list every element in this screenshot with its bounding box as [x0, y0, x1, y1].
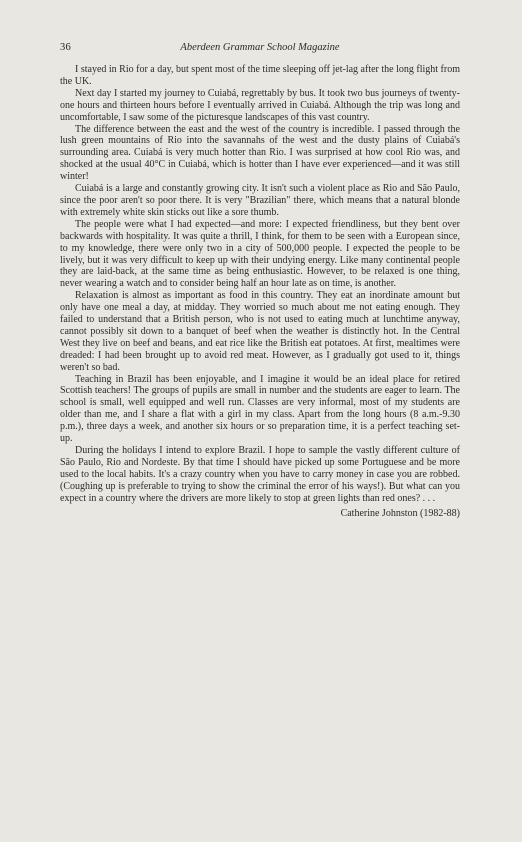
article-body: [60, 64, 460, 505]
page-number: 36: [60, 42, 71, 53]
paragraph: The people were what I had expected—and more: I expected friendliness, but they bent over backwards with hospitality. It was quite a thrill, I think, for them to be seen with a European since, to my knowledge, there were only two in a city of 500,000 people. I expected the people to be lively, but it was very difficult to keep up with their undying energy. Like many continental people they are laid-back, at the same time as being enthusiastic. However, to be relaxed is one thing, never wearing a watch and to consider being half an hour late as on time, is another.: [60, 218, 460, 290]
paragraph: The difference between the east and the west of the country is incredible. I passed through the lush green mountains of Rio into the savannahs of the west and the dusty plains of Cuiabá's surrounding area. Cuiabá is very much hotter than Rio. I was surprised at how cool Rio was, and shocked at the usual 40°C in Cuiabá, which is hotter than I have ever experienced—and it was still winter!: [60, 123, 460, 183]
author-signature: Catherine Johnston (1982-88): [340, 507, 460, 519]
page-header: [60, 42, 460, 58]
paragraph: Next day I started my journey to Cuiabá, regrettably by bus. It took two bus journeys of twenty-one hours and thirteen hours before I eventually arrived in Cuiabá. Although the trip was long and uncomfortable, I saw some of the picturesque landscapes of this vast country.: [60, 87, 460, 123]
paragraph: I stayed in Rio for a day, but spent most of the time sleeping off jet-lag after the long flight from the UK.: [60, 64, 460, 87]
paragraph: Teaching in Brazil has been enjoyable, and I imagine it would be an ideal place for retired Scottish teachers! The groups of pupils are small in number and the students are eager to learn. The school is small, well equipped and well run. Classes are very informal, most of my students are older than me, and I share a flat with a girl in my class. Apart from the long hours (8 a.m.-9.30 p.m.), three days a week, and another six hours or so preparation time, it is a perfect teaching set-up.: [60, 373, 460, 445]
paragraph: Cuiabá is a large and constantly growing city. It isn't such a violent place as Rio and São Paulo, since the poor aren't so poor there. It is very "Brazilian" there, which means that a natural blonde with extremely white skin sticks out like a sore thumb.: [60, 183, 460, 218]
paragraph: During the holidays I intend to explore Brazil. I hope to sample the vastly different culture of São Paulo, Rio and Nordeste. By that time I should have picked up some Portuguese and be more used to the local habits. It's a crazy country when you have to carry money in case you are robbed. (Coughing up is preferable to trying to show the criminal the error of his ways!). But what can you expect in a country where the drivers are more likely to stop at green lights than red ones? . . .: [60, 445, 460, 504]
paragraph: Relaxation is almost as important as food in this country. They eat an inordinate amount but only have one meal a day, at midday. They worried so much about me not eating enough. They failed to understand that a British person, who is not used to eating much at lunchtime anyway, cannot possibly sit down to a banquet of beef when the weather is distinctly hot. In the Central West they live on beef and beans, and eat rice like the British eat potatoes. At first, mealtimes were dreaded: I had been brought up to avoid red meat. However, as I gradually got used to it, things weren't so bad.: [60, 290, 460, 373]
running-title: Aberdeen Grammar School Magazine: [180, 42, 340, 53]
